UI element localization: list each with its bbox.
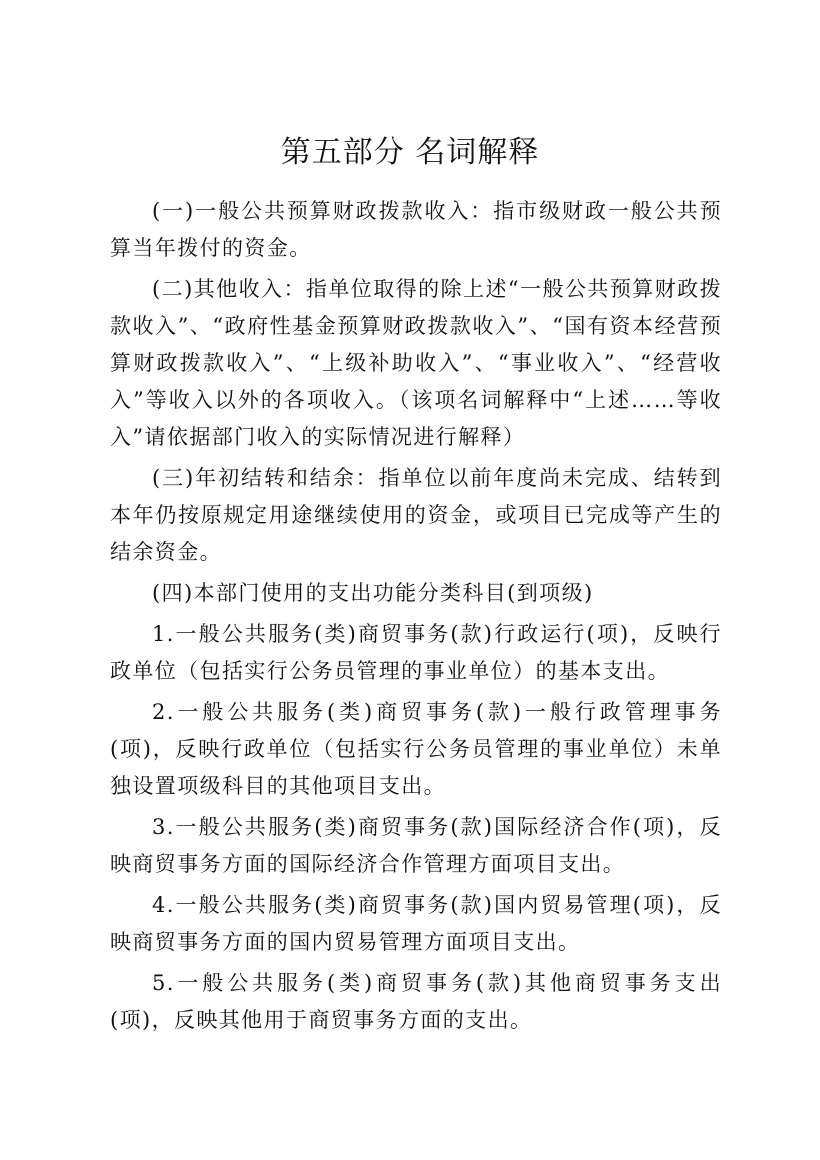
- paragraph-carryover-balance: (三)年初结转和结余：指单位以前年度尚未完成、结转到本年仍按原规定用途继续使用的资金，或项目已完成等产生的结余资金。: [110, 466, 722, 564]
- paragraph-item-4: 4.一般公共服务(类)商贸事务(款)国内贸易管理(项)，反映商贸事务方面的国内贸易管理方面项目支出。: [110, 893, 722, 954]
- document-body: [110, 193, 722, 1043]
- paragraph-general-budget-revenue: (一)一般公共预算财政拨款收入：指市级财政一般公共预算当年拨付的资金。: [110, 199, 722, 260]
- paragraph-expenditure-subjects-heading: (四)本部门使用的支出功能分类科目(到项级): [152, 581, 594, 605]
- page-title: 第五部分 名词解释: [280, 135, 540, 170]
- paragraph-item-2: 2.一般公共服务(类)商贸事务(款)一般行政管理事务(项)，反映行政单位（包括实行公务员管理的事业单位）未单独设置项级科目的其他项目支出。: [110, 700, 722, 798]
- paragraph-item-3: 3.一般公共服务(类)商贸事务(款)国际经济合作(项)，反映商贸事务方面的国际经济合作管理方面项目支出。: [110, 815, 722, 876]
- paragraph-item-1: 1.一般公共服务(类)商贸事务(款)行政运行(项)，反映行政单位（包括实行公务员管理的事业单位）的基本支出。: [110, 622, 722, 683]
- paragraph-item-5: 5.一般公共服务(类)商贸事务(款)其他商贸事务支出(项)，反映其他用于商贸事务方面的支出。: [110, 971, 722, 1032]
- paragraph-other-revenue: (二)其他收入：指单位取得的除上述“一般公共预算财政拨款收入”、“政府性基金预算财政拨款收入”、“国有资本经营预算财政拨款收入”、“上级补助收入”、“事业收入”、“经营收入”等收入以外的各项收入。（该项名词解释中“上述……等收入”请依据部门收入的实际情况进行解释）: [110, 277, 722, 449]
